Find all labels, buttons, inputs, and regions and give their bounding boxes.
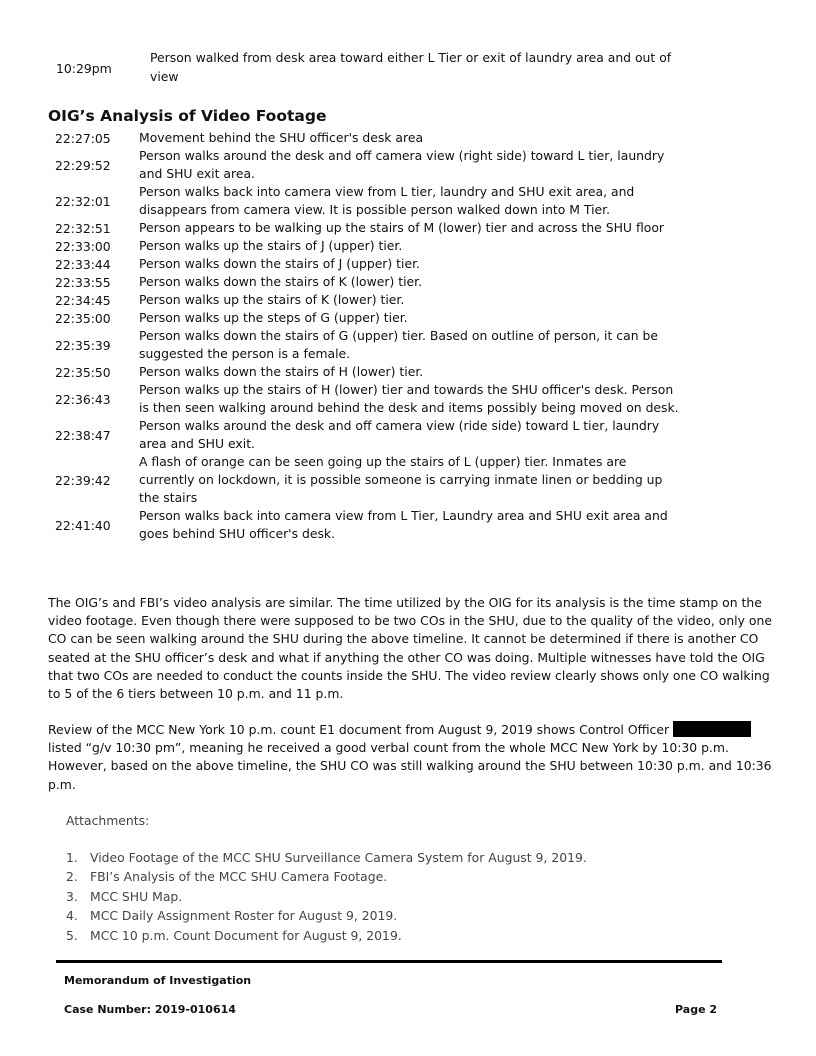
timeline-time: 22:38:47 — [55, 427, 111, 443]
timeline-time: 22:33:44 — [55, 256, 111, 272]
timeline-description: Person walks down the stairs of J (upper) tier. — [139, 256, 420, 271]
timeline-row — [55, 255, 695, 273]
memo-label: Memorandum of Investigation — [64, 974, 252, 987]
timeline-time: 22:29:52 — [55, 157, 111, 173]
timeline-table — [55, 129, 695, 543]
page-number: Page 2 — [675, 1003, 718, 1016]
timeline-row — [55, 219, 695, 237]
timeline-description: A flash of orange can be seen going up the stairs of L (upper) tier. Inmates are currently on lockdown, it is possible someone is carrying inmate linen or bedding up the stairs — [139, 454, 663, 505]
footer-divider — [56, 960, 722, 963]
timeline-description: Person walks up the stairs of J (upper) tier. — [139, 238, 403, 253]
timeline-row — [55, 363, 695, 381]
list-item-number: 1. — [66, 850, 78, 865]
timeline-row — [55, 147, 695, 183]
timeline-description: Person walks down the stairs of H (lower) tier. — [139, 364, 424, 379]
list-item — [66, 926, 587, 945]
attachments-list — [66, 848, 587, 945]
timeline-time: 22:33:55 — [55, 274, 111, 290]
count-review-paragraph — [48, 721, 772, 794]
timeline-row — [55, 183, 695, 219]
entry-time: 10:29pm — [56, 61, 112, 76]
timeline-description: Person walks up the stairs of H (lower) tier and towards the SHU officer's desk. Person is then seen walking around behind the desk and items possibly being moved on desk. — [139, 382, 679, 415]
analysis-paragraph: The OIG’s and FBI’s video analysis are similar. The time utilized by the OIG for its analysis is the time stamp on the video footage. Even though there were supposed to be two COs in the SHU, due to the quality of the video, only one CO can be seen walking around the SHU during the above timeline. It cannot be determined if there is another CO seated at the SHU officer’s desk and what if anything the other CO was doing. Multiple witnesses have told the OIG that two COs are needed to conduct the counts inside the SHU. The video review clearly shows only one CO walking to 5 of the 6 tiers between 10 p.m. and 11 p.m. — [48, 595, 772, 702]
timeline-description: Person walks up the steps of G (upper) tier. — [139, 310, 408, 325]
timeline-row — [55, 309, 695, 327]
redaction-box — [673, 721, 751, 737]
timeline-time: 22:27:05 — [55, 130, 111, 146]
timeline-time: 22:33:00 — [55, 238, 111, 254]
timeline-time: 22:41:40 — [55, 517, 111, 533]
list-item — [66, 887, 587, 906]
timeline-description: Person walks back into camera view from L tier, laundry and SHU exit area, and disappears from camera view. It is possible person walked down into M Tier. — [139, 184, 635, 217]
list-item-text: FBI’s Analysis of the MCC SHU Camera Footage. — [90, 869, 388, 885]
timeline-time: 22:32:01 — [55, 193, 111, 209]
list-item-text: MCC SHU Map. — [90, 888, 183, 904]
timeline-time: 22:35:39 — [55, 337, 111, 353]
paragraph-text-before-redaction: Review of the MCC New York 10 p.m. count E1 document from August 9, 2019 shows Control Officer — [48, 722, 674, 737]
section-heading: OIG’s Analysis of Video Footage — [48, 107, 327, 125]
list-item — [66, 848, 587, 867]
list-item-text: Video Footage of the MCC SHU Surveillance Camera System for August 9, 2019. — [90, 850, 587, 865]
timeline-time: 22:32:51 — [55, 220, 111, 236]
timeline-description: Person walks around the desk and off camera view (right side) toward L tier, laundry and SHU exit area. — [139, 148, 665, 181]
timeline-row — [55, 291, 695, 309]
timeline-row — [55, 273, 695, 291]
timeline-row — [55, 417, 695, 453]
timeline-description: Person walks down the stairs of K (lower) tier. — [139, 274, 423, 289]
timeline-time: 22:39:42 — [55, 472, 111, 488]
list-item-number: 2. — [66, 869, 78, 885]
list-item-number: 3. — [66, 888, 78, 904]
list-item-text: MCC Daily Assignment Roster for August 9, 2019. — [90, 908, 398, 924]
timeline-time: 22:34:45 — [55, 292, 111, 308]
list-item — [66, 867, 587, 886]
case-number: Case Number: 2019-010614 — [64, 1003, 236, 1016]
timeline-row — [55, 129, 695, 147]
timeline-row — [55, 381, 695, 417]
timeline-row — [55, 507, 695, 543]
timeline-description: Person walks around the desk and off camera view (ride side) toward L tier, laundry area and SHU exit. — [139, 418, 660, 451]
timeline-row — [55, 453, 695, 507]
timeline-row — [55, 237, 695, 255]
list-item-number: 5. — [66, 927, 78, 943]
attachments-title: Attachments: — [66, 813, 150, 828]
timeline-time: 22:35:00 — [55, 310, 111, 326]
list-item-number: 4. — [66, 908, 78, 924]
timeline-time: 22:35:50 — [55, 364, 111, 380]
entry-description: Person walked from desk area toward either L Tier or exit of laundry area and out of view — [150, 50, 672, 84]
timeline-description: Person walks up the stairs of K (lower) tier. — [139, 292, 405, 307]
timeline-description: Movement behind the SHU officer's desk area — [139, 130, 424, 145]
timeline-description: Person walks back into camera view from L Tier, Laundry area and SHU exit area and goes behind SHU officer's desk. — [139, 508, 668, 541]
list-item — [66, 906, 587, 925]
timeline-row — [55, 327, 695, 363]
timeline-description: Person walks down the stairs of G (upper) tier. Based on outline of person, it can be suggested the person is a female. — [139, 328, 658, 361]
timeline-description: Person appears to be walking up the stairs of M (lower) tier and across the SHU floor — [139, 220, 664, 235]
timeline-time: 22:36:43 — [55, 391, 111, 407]
paragraph-text-after-redaction: listed “g/v 10:30 pm”, meaning he received a good verbal count from the whole MCC New York by 10:30 p.m. However, based on the above timeline, the SHU CO was still walking around the SHU between 10:30 p.m. and 10:36 p.m. — [48, 740, 772, 792]
list-item-text: MCC 10 p.m. Count Document for August 9, 2019. — [90, 927, 402, 943]
